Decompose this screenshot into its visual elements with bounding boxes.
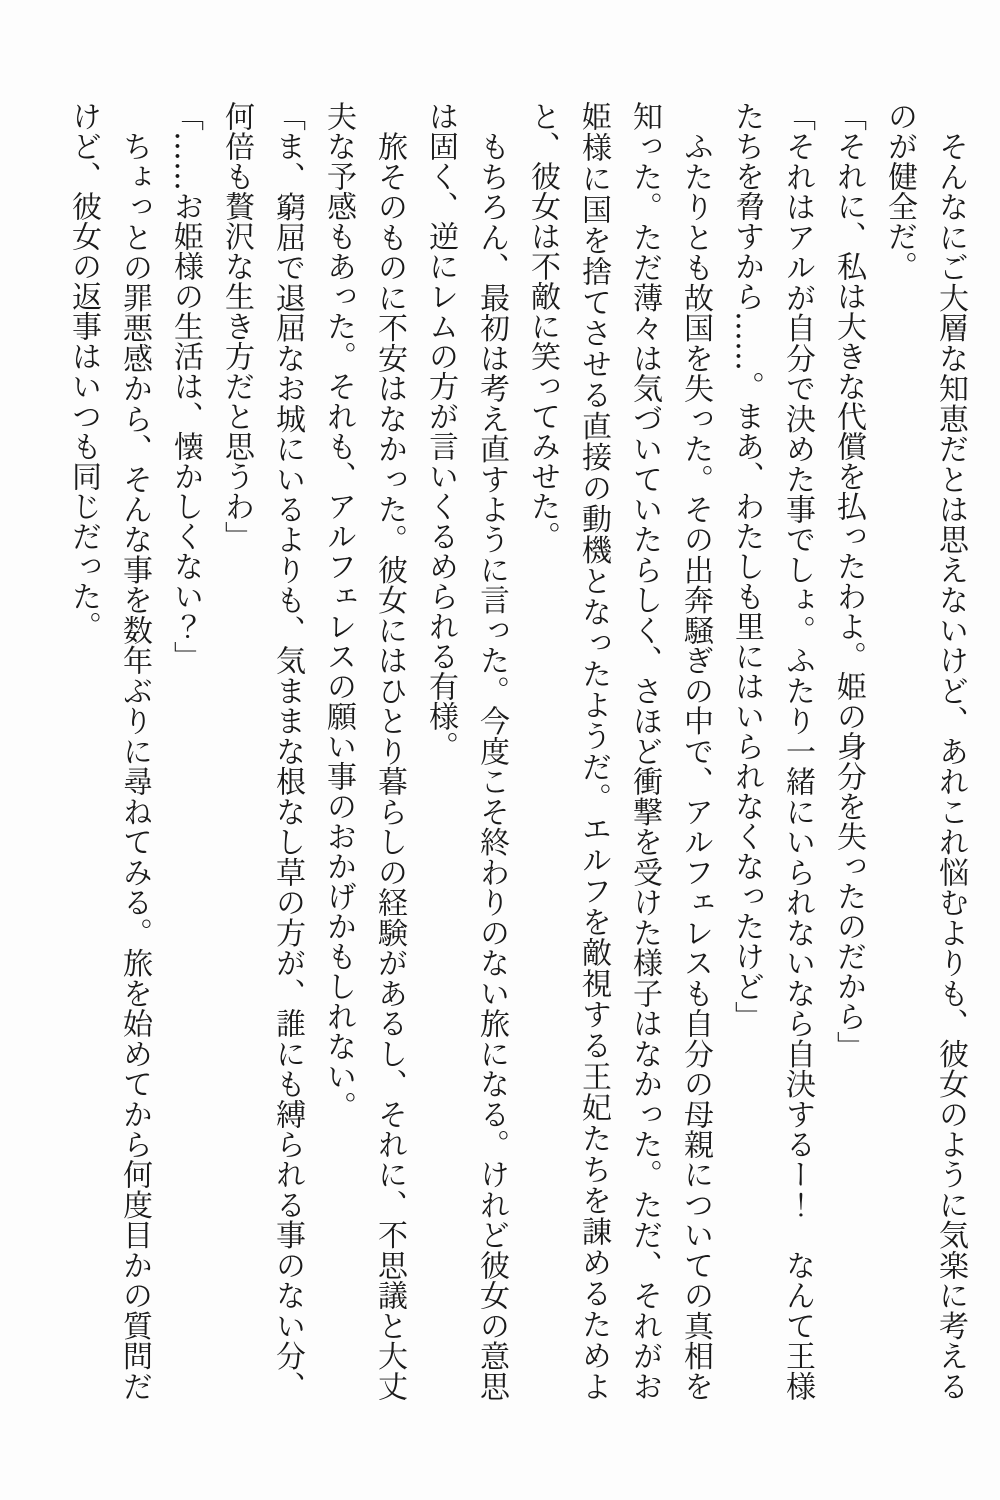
paragraph-1: そんなにご大層な知恵だとは思えないけど、あれこれ悩むよりも、彼女のように気楽に考えるのが健全だ。 xyxy=(882,101,968,1401)
paragraph-5: もちろん、最初は考え直すように言った。今度こそ終わりのない旅になる。けれど彼女の意思は固く、逆にレムの方が言いくるめられる有様。 xyxy=(423,101,509,1402)
paragraph-2: 「それに、私は大きな代償を払ったわよ。姫の身分を失ったのだから」 xyxy=(831,101,866,1061)
novel-page xyxy=(42,101,976,1401)
paragraph-3: 「それはアルが自分で決めた事でしょ。ふたり一緒にいられないなら自決するー！ なんて王様たちを脅すから……。まあ、わたしも里にはいられなくなったけど」 xyxy=(729,101,815,1402)
paragraph-7: 「ま、窮屈で退屈なお城にいるよりも、気ままな根なし草の方が、誰にも縛られる事のない分、何倍も贅沢な生き方だと思うわ」 xyxy=(219,101,305,1401)
paragraph-9: ちょっとの罪悪感から、そんな事を数年ぶりに尋ねてみる。旅を始めてから何度目かの質問だけど、彼女の返事はいつも同じだった。 xyxy=(66,101,152,1402)
paragraph-6: 旅そのものに不安はなかった。彼女にはひとり暮らしの経験があるし、それに、不思議と大丈夫な予感もあった。それも、アルフェレスの願い事のおかげかもしれない。 xyxy=(321,101,407,1401)
paragraph-8: 「……お姫様の生活は、懐かしくない？」 xyxy=(168,101,203,671)
paragraph-4: ふたりとも故国を失った。その出奔騒ぎの中で、アルフェレスも自分の母親についての真相を知った。ただ薄々は気づいていたらしく、さほど衝撃を受けた様子はなかった。ただ、それがお姫様に国を捨てさせる直接の動機となったようだ。エルフを敵視する王妃たちを諌めるためよと、彼女は不敵に笑ってみせた。 xyxy=(525,101,713,1402)
